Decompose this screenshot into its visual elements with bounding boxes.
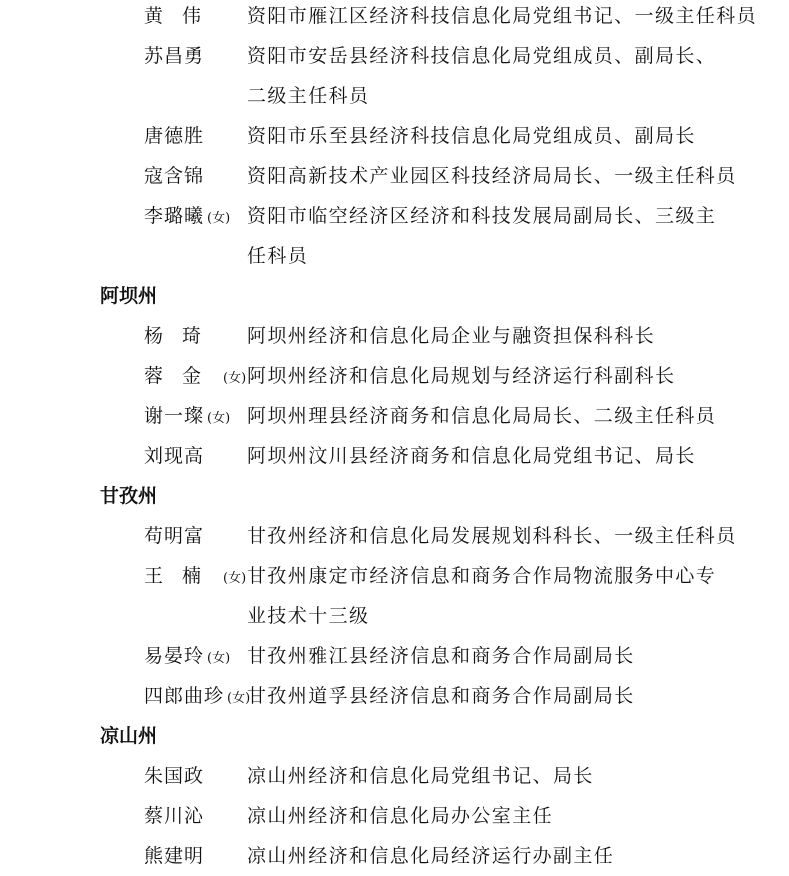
- person-title: 甘孜州经济和信息化局发展规划科科长、一级主任科员: [247, 525, 737, 547]
- person-name-text: 苏昌勇: [144, 45, 205, 67]
- person-entry-continuation: [0, 596, 789, 636]
- person-name-text: 唐德胜: [144, 125, 205, 147]
- person-entry: [0, 796, 789, 836]
- person-title: 资阳高新技术产业园区科技经济局局长、一级主任科员: [247, 165, 737, 187]
- female-tag: (女): [207, 411, 231, 426]
- person-name-text: 杨琦: [144, 325, 221, 347]
- person-name: [144, 156, 204, 196]
- person-title: 阿坝州汶川县经济商务和信息化局党组书记、局长: [247, 445, 696, 467]
- person-title: 阿坝州经济和信息化局规划与经济运行科副科长: [247, 365, 676, 387]
- person-entry: [0, 196, 789, 236]
- person-name: [144, 356, 246, 399]
- person-title: 甘孜州雅江县经济信息和商务合作局副局长: [247, 645, 635, 667]
- person-name-text: 王楠: [144, 565, 221, 587]
- person-title: 资阳市临空经济区经济和科技发展局副局长、三级主: [247, 205, 717, 227]
- person-title: 凉山州经济和信息化局党组书记、局长: [247, 765, 594, 787]
- person-name-text: 易晏玲: [144, 645, 205, 667]
- person-name-text: 寇含锦: [144, 165, 205, 187]
- person-entry: [0, 396, 789, 436]
- person-name: [144, 756, 204, 796]
- female-tag: (女): [227, 691, 251, 706]
- person-name-text: 熊建明: [144, 845, 205, 867]
- person-entry: [0, 756, 789, 796]
- person-entry: [0, 676, 789, 716]
- person-name: [144, 36, 204, 76]
- person-name-text: 刘现高: [144, 445, 205, 467]
- female-tag: (女): [207, 651, 231, 666]
- person-title: 阿坝州经济和信息化局企业与融资担保科科长: [247, 325, 656, 347]
- person-entry: [0, 516, 789, 556]
- person-entry: [0, 436, 789, 476]
- person-title: 资阳市安岳县经济科技信息化局党组成员、副局长、: [247, 45, 717, 67]
- person-entry: [0, 636, 789, 676]
- person-entry: [0, 356, 789, 396]
- person-name-text: 苟明富: [144, 525, 205, 547]
- female-tag: (女): [223, 371, 247, 386]
- person-name: [144, 516, 204, 556]
- person-title: 甘孜州道孚县经济信息和商务合作局副局长: [247, 685, 635, 707]
- person-title: 资阳市乐至县经济科技信息化局党组成员、副局长: [247, 125, 696, 147]
- section-heading: 阿坝州: [100, 285, 158, 307]
- person-name-text: 蓉金: [144, 365, 221, 387]
- person-entry: [0, 116, 789, 156]
- person-title: 凉山州经济和信息化局经济运行办副主任: [247, 845, 615, 867]
- person-entry-continuation: [0, 76, 789, 116]
- section-heading: 凉山州: [100, 725, 158, 747]
- person-name: [144, 436, 204, 476]
- person-name-text: 谢一璨: [144, 405, 205, 427]
- person-name: [144, 0, 220, 36]
- person-entry-continuation: [0, 236, 789, 276]
- person-entry: [0, 836, 789, 876]
- person-title: 二级主任科员: [247, 85, 370, 107]
- section-heading: 甘孜州: [100, 485, 158, 507]
- person-title: 业技术十三级: [247, 605, 370, 627]
- person-name-text: 朱国政: [144, 765, 205, 787]
- person-entry: [0, 556, 789, 596]
- person-name: [144, 676, 250, 719]
- person-name: [144, 316, 220, 356]
- person-name-text: 蔡川沁: [144, 805, 205, 827]
- female-tag: (女): [207, 211, 231, 226]
- person-entry: [0, 36, 789, 76]
- person-title: 阿坝州理县经济商务和信息化局局长、二级主任科员: [247, 405, 717, 427]
- person-title: 甘孜州康定市经济信息和商务合作局物流服务中心专: [247, 565, 717, 587]
- person-name: [144, 636, 230, 679]
- person-name: [144, 556, 246, 599]
- person-name: [144, 796, 204, 836]
- person-name: [144, 116, 204, 156]
- person-entry: [0, 0, 789, 36]
- person-name-text: 黄伟: [144, 5, 221, 27]
- person-name-text: 四郎曲珍: [144, 685, 225, 707]
- person-title: 凉山州经济和信息化局办公室主任: [247, 805, 554, 827]
- person-name-text: 李璐曦: [144, 205, 205, 227]
- person-entry: [0, 156, 789, 196]
- female-tag: (女): [223, 571, 247, 586]
- person-name: [144, 196, 230, 239]
- person-title: 资阳市雁江区经济科技信息化局党组书记、一级主任科员: [247, 5, 758, 27]
- person-name: [144, 396, 230, 439]
- person-entry: [0, 316, 789, 356]
- person-title: 任科员: [247, 245, 309, 267]
- person-name: [144, 836, 204, 876]
